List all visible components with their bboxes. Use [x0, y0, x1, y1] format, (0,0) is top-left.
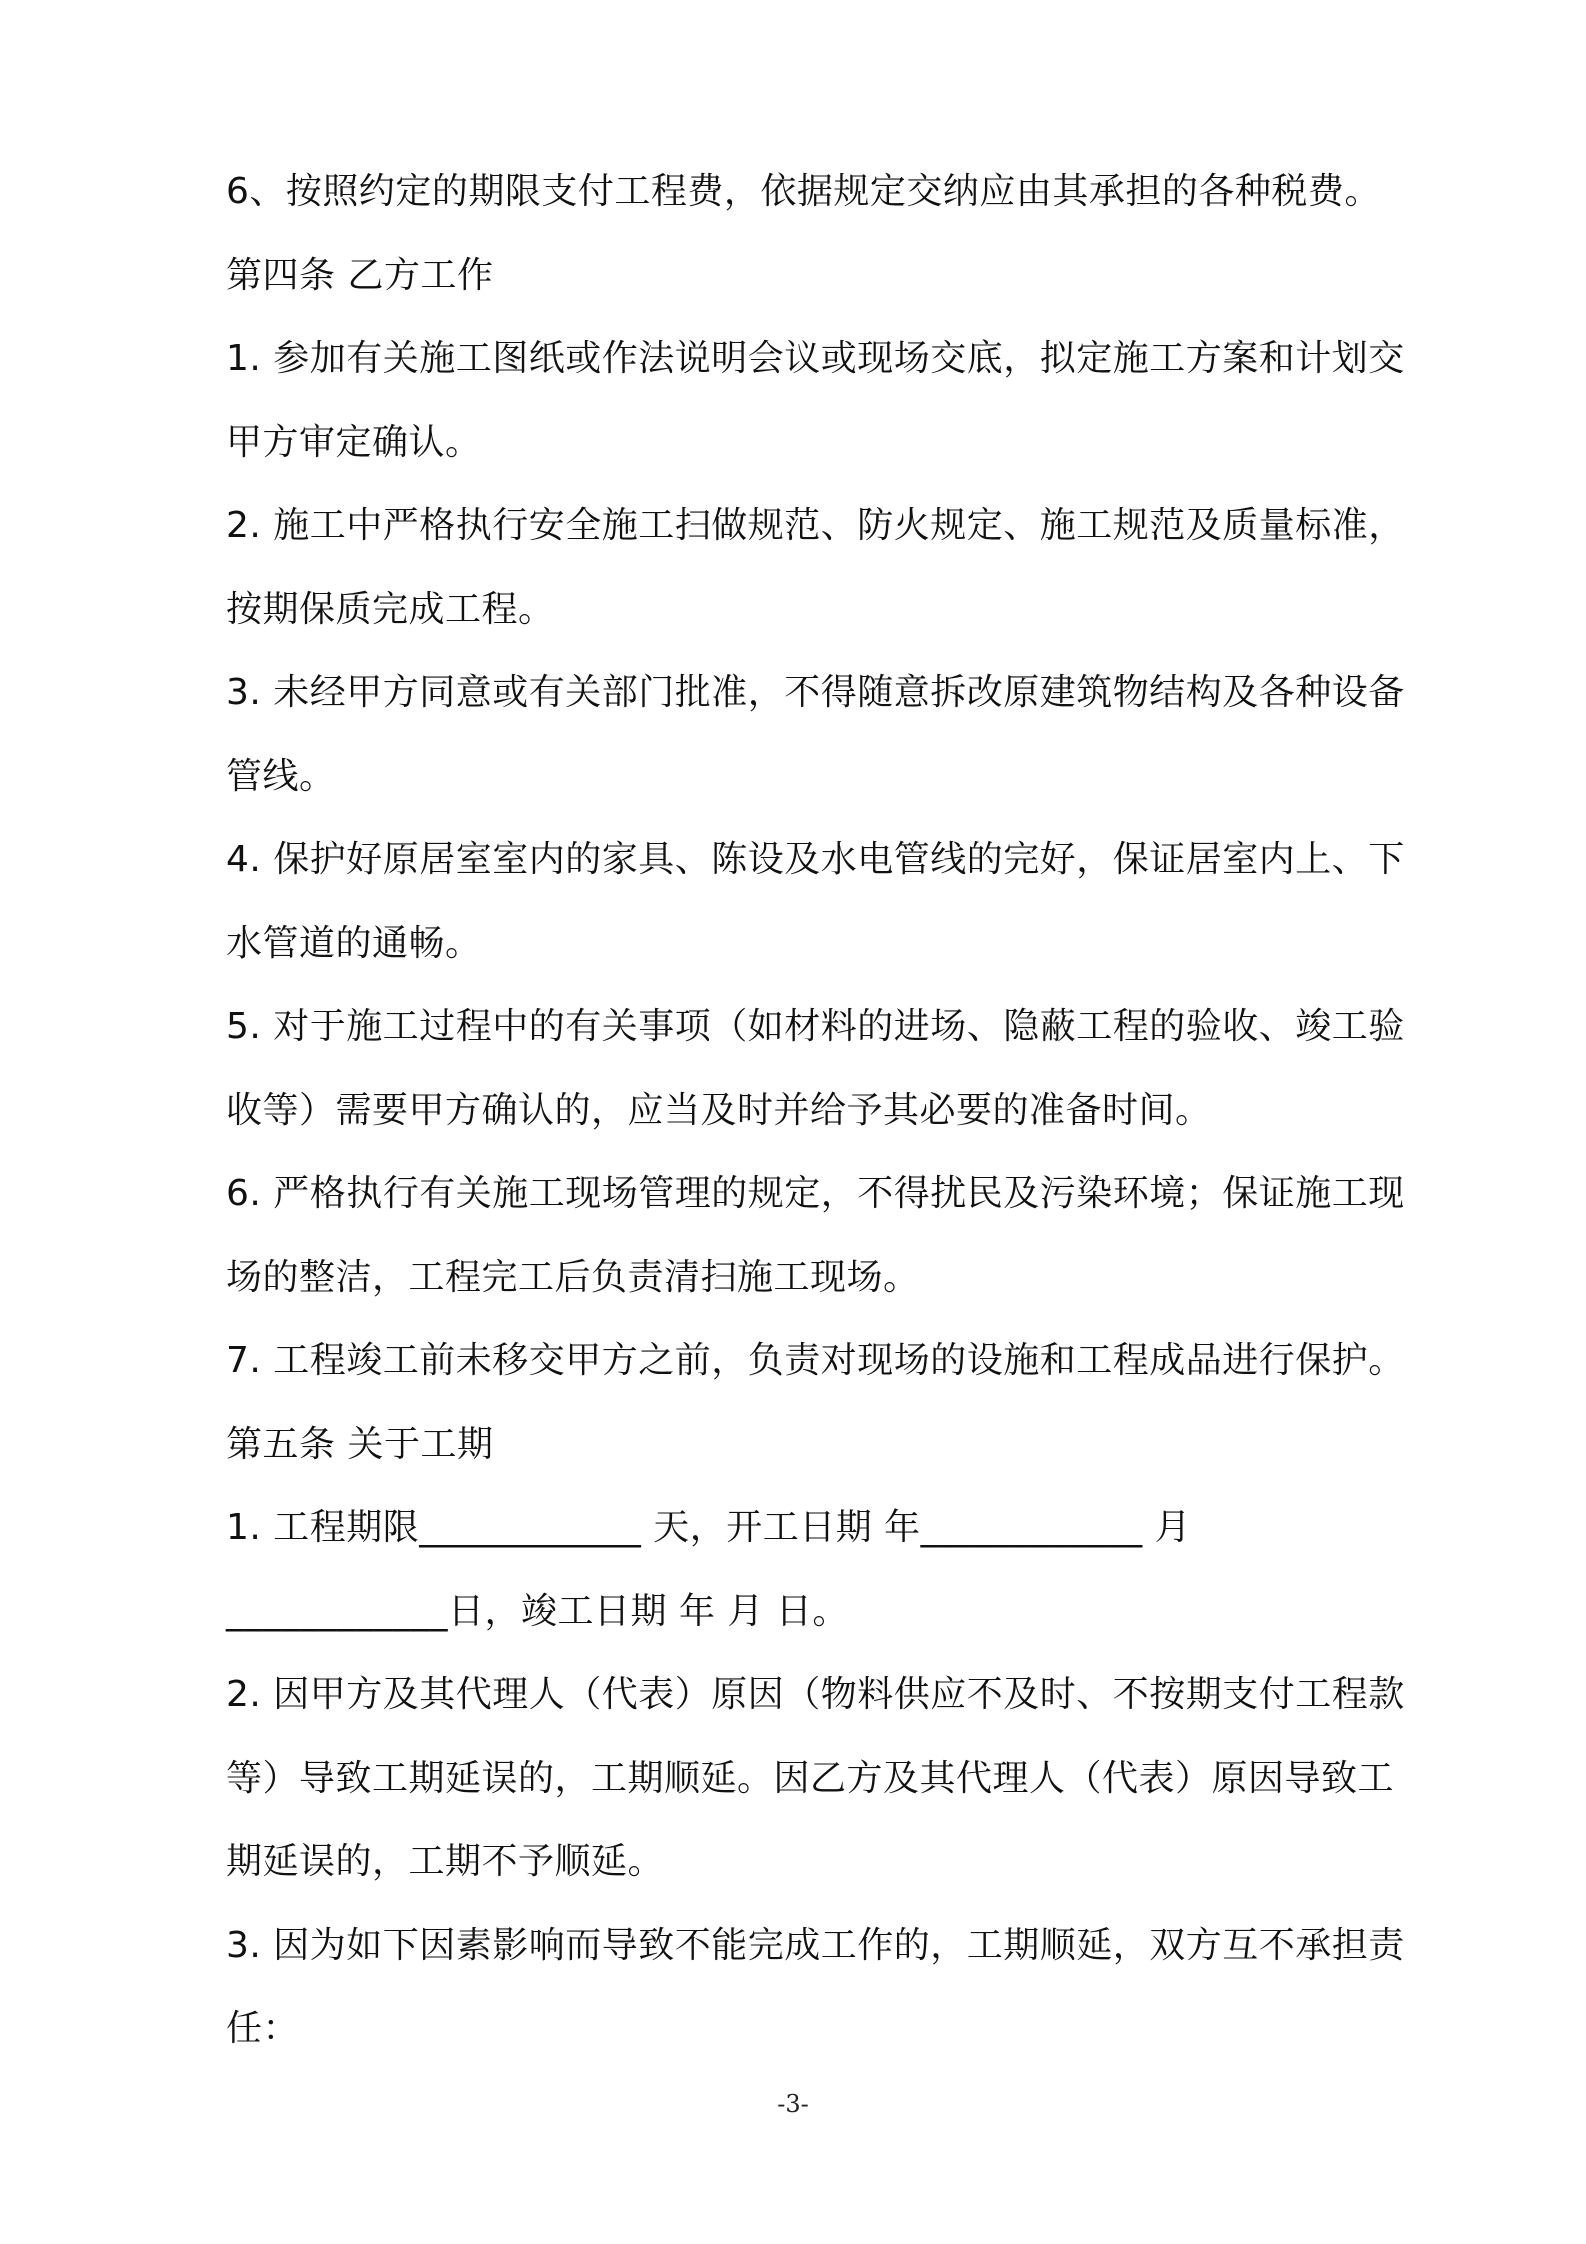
text-line: 7. 工程竣工前未移交甲方之前，负责对现场的设施和工程成品进行保护。 — [226, 1340, 1405, 1381]
text-line: 6、按照约定的期限支付工程费，依据规定交纳应由其承担的各种税费。 — [226, 171, 1381, 212]
text-line: 3. 未经甲方同意或有关部门批准，不得随意拆改原建筑物结构及各种设备 — [226, 672, 1405, 713]
text-line: ____________日，竣工日期 年 月 日。 — [226, 1590, 849, 1632]
text-line: 2. 施工中严格执行安全施工扫做规范、防火规定、施工规范及质量标准， — [226, 505, 1405, 546]
text-line: 管线。 — [226, 755, 336, 797]
text-line: 2. 因甲方及其代理人（代表）原因（物料供应不及时、不按期支付工程款 — [226, 1674, 1405, 1715]
text-line: 按期保质完成工程。 — [226, 588, 555, 630]
text-line: 1. 参加有关施工图纸或作法说明会议或现场交底，拟定施工方案和计划交 — [226, 338, 1405, 379]
text-line: 6. 严格执行有关施工现场管理的规定，不得扰民及污染环境；保证施工现 — [226, 1173, 1405, 1214]
section-heading: 第四条 乙方工作 — [226, 254, 494, 296]
text-line: 4. 保护好原居室室内的家具、陈设及水电管线的完好，保证居室内上、下 — [226, 839, 1405, 880]
text-line: 任： — [226, 2008, 300, 2049]
text-line: 3. 因为如下因素影响而导致不能完成工作的，工期顺延，双方互不承担责 — [226, 1924, 1405, 1966]
section-heading: 第五条 关于工期 — [226, 1423, 494, 1465]
text-line: 场的整洁，工程完工后负责清扫施工现场。 — [226, 1256, 920, 1298]
page-number: -3- — [777, 2090, 809, 2118]
text-line: 甲方审定确认。 — [226, 421, 482, 463]
text-line: 水管道的通畅。 — [226, 922, 482, 964]
text-line: 等）导致工期延误的，工期顺延。因乙方及其代理人（代表）原因导致工 — [226, 1757, 1395, 1799]
text-line: 收等）需要甲方确认的，应当及时并给予其必要的准备时间。 — [226, 1089, 1212, 1131]
document-body — [226, 150, 1446, 2071]
text-line: 1. 工程期限____________ 天，开工日期 年____________ 月 — [226, 1507, 1192, 1548]
text-line: 期延误的，工期不予顺延。 — [226, 1841, 665, 1882]
text-line: 5. 对于施工过程中的有关事项（如材料的进场、隐蔽工程的验收、竣工验 — [226, 1006, 1405, 1047]
